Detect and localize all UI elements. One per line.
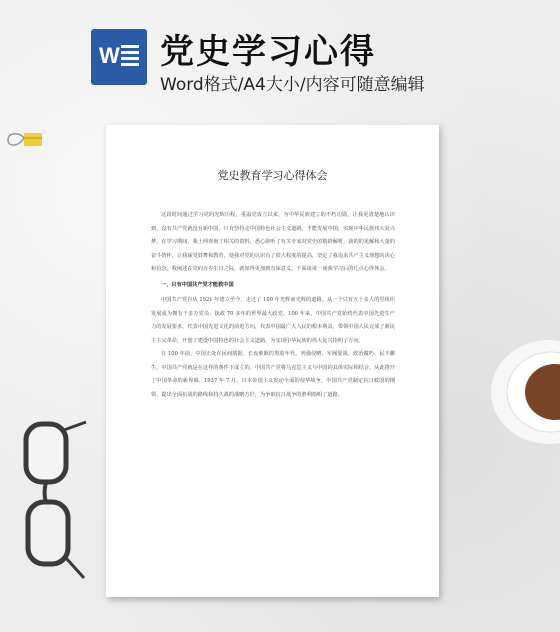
word-letter: W: [99, 43, 120, 68]
document-title: 党史教育学习心得体会: [217, 169, 328, 182]
document-paragraph: 这段时间通过学习党的光辉历程，重温党成立以来，为中华民族建立的不朽功勋，让我更清楚地认识到，没有共产党就没有新中国，只有坚持走中国特色社会主义道路，才能发展中国，实现中华民族伟大复兴梦。在学习期间，我上网查询了相关的资料，悉心聆听了有关专家对党史的精辟解析，我的的见解和大量的奋斗情怀，让我深受鼓舞和教育，使我对党的认识有了很大程度的提高，坚定了我追求共产主义理想的决心和信念。我阐述在党的百岁生日之际，就如得更加到有深意义。下面谈谈一谈我学习后的几点心得体会。: [151, 212, 395, 272]
document-paragraph: 中国共产党自从 1921 年建立至今，走过了 100 年光辉而光辉的道路。从一个只有五十多人的党组织发展成为拥有千多万党员、执政 70 多年的世界最大政党。100 年来，中国共产党始终代表中国先进生产力的发展要求，代表中国先进文化的前进方向，代表中国最广大人民的根本利益，带领中国人民完成了新民主主义革命，开创了建设中国特色的社会主义道路，为实现中华民族的伟大复兴指明了方向。: [151, 297, 395, 344]
eyeglasses-icon: [4, 418, 90, 588]
word-lines-icon: [121, 45, 139, 69]
coffee-cup-icon: [491, 337, 560, 447]
document-page: [106, 125, 439, 597]
page-title: 党史学习心得: [160, 32, 376, 72]
section-heading: 一、只有中国共产党才能救中国: [161, 281, 234, 288]
word-document-icon: [91, 29, 147, 85]
binder-clip-icon: [6, 127, 46, 153]
document-body: [151, 209, 395, 402]
page-subtitle: Word格式/A4大小/内容可随意编辑: [160, 75, 425, 95]
document-paragraph: 在 100 年前，中国正处在民间割据、长夜难眠的黑暗年代，列强侵略、军阀混战、政治腐朽、民不聊生。中国共产党就是在这样的条件下成立的。中国共产党将马克思主义与中国的具体实际相结合，从此推开了中国革命的新界幕。1937 年 7 月，日本帝国主义发动全面的侵华战争，中国共产党制定抗日救国的纲领，提出全面抗战的路线和持久战的战略方针，为争取抗日战争的胜利指明了道路。: [151, 351, 395, 398]
